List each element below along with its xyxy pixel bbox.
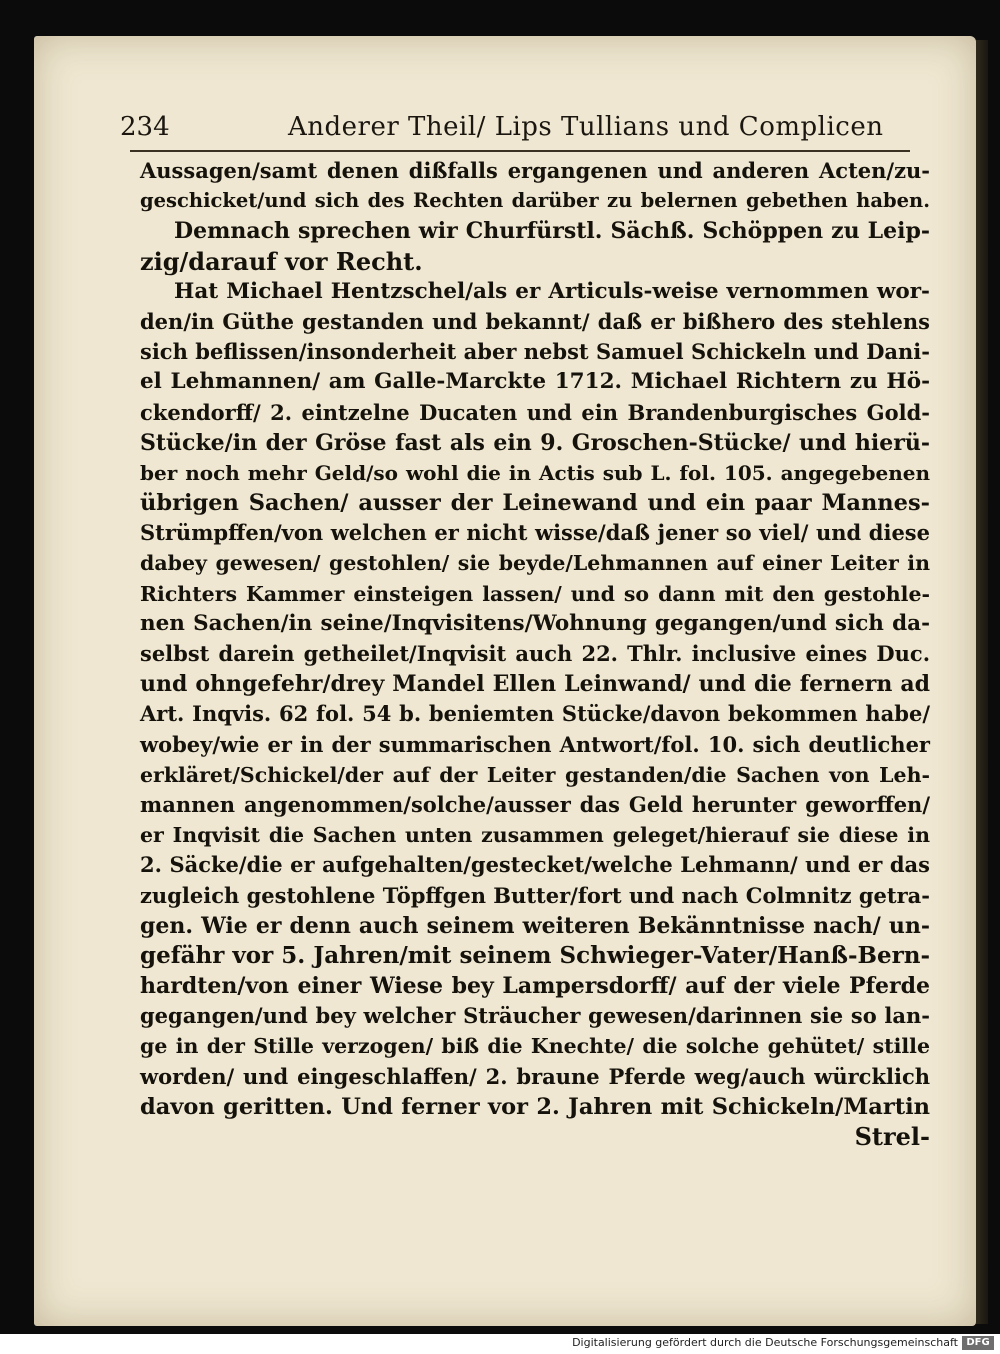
text-line: nen Sachen/in seine/Inqvisitens/Wohnung gegangen/und sich da- — [140, 610, 930, 636]
text-line: ber noch mehr Geld/so wohl die in Actis sub L. fol. 105. angegebenen — [140, 460, 930, 485]
text-line: Strümpffen/von welchen er nicht wisse/daß jener so viel/ und diese — [140, 520, 930, 546]
text-line: erkläret/Schickel/der auf der Leiter gestanden/die Sachen von Leh- — [140, 762, 930, 787]
body-text — [140, 156, 930, 1152]
text-line: el Lehmannen/ am Galle-Marckte 1712. Michael Richtern zu Hö- — [140, 369, 930, 395]
text-line: sich beflissen/insonderheit aber nebst Samuel Schickeln und Dani- — [140, 339, 930, 365]
text-line: ge in der Stille verzogen/ biß die Knechte/ die solche gehütet/ stille — [140, 1034, 930, 1059]
text-line: geschicket/und sich des Rechten darüber zu belernen gebethen haben. — [140, 189, 930, 213]
text-line: und ohngefehr/drey Mandel Ellen Leinwand/ und die fernern ad — [140, 671, 930, 698]
text-line: Hat Michael Hentzschel/als er Articuls-weise vernommen wor- — [174, 278, 930, 304]
page-number: 234 — [120, 112, 170, 142]
catchword: Strel- — [854, 1122, 930, 1151]
text-line: 2. Säcke/die er aufgehalten/gestecket/welche Lehmann/ und er das — [140, 852, 930, 878]
text-line: hardten/von einer Wiese bey Lampersdorff/ auf der viele Pferde — [140, 973, 930, 1000]
text-line: zugleich gestohlene Töpffgen Butter/fort und nach Colmnitz getra- — [140, 882, 930, 908]
footer-bar — [0, 1334, 1000, 1354]
dfg-logo-icon: DFG — [962, 1336, 994, 1350]
text-line: Stücke/in der Gröse fast als ein 9. Groschen-Stücke/ und hierü- — [140, 429, 930, 456]
page-header — [120, 112, 920, 148]
text-line: zig/darauf vor Recht. — [140, 246, 423, 276]
text-line: wobey/wie er in der summarischen Antwort/fol. 10. sich deutlicher — [140, 731, 930, 757]
text-line: davon geritten. Und ferner vor 2. Jahren mit Schickeln/Martin — [140, 1093, 930, 1120]
funding-credit: Digitalisierung gefördert durch die Deutsche Forschungsgemeinschaft — [572, 1336, 958, 1349]
text-line: übrigen Sachen/ ausser der Leinewand und ein paar Mannes- — [140, 490, 930, 517]
text-line: gegangen/und bey welcher Sträucher gewesen/darinnen sie so lan- — [140, 1003, 930, 1029]
text-line: Aussagen/samt denen dißfalls ergangenen und anderen Acten/zu- — [140, 158, 930, 183]
text-line: mannen angenommen/solche/ausser das Geld herunter geworffen/ — [140, 791, 930, 817]
text-line: ckendorff/ 2. eintzelne Ducaten und ein Brandenburgisches Gold- — [140, 399, 930, 425]
running-head: Anderer Theil/ Lips Tullians und Complicen — [288, 112, 884, 142]
text-line: selbst darein getheilet/Inqvisit auch 22. Thlr. inclusive eines Duc. — [140, 641, 930, 666]
text-line: Richters Kammer einsteigen lassen/ und so dann mit den gestohle- — [140, 581, 930, 606]
text-line: Art. Inqvis. 62 fol. 54 b. beniemten Stücke/davon bekommen habe/ — [140, 701, 930, 727]
text-line: gen. Wie er denn auch seinem weiteren Bekänntnisse nach/ un- — [140, 912, 930, 939]
text-line: gefähr vor 5. Jahren/mit seinem Schwieger-Vater/Hanß-Bern- — [140, 941, 930, 969]
text-line: dabey gewesen/ gestohlen/ sie beyde/Lehmannen auf einer Leiter in — [140, 551, 930, 576]
text-line: Demnach sprechen wir Churfürstl. Sächß. Schöppen zu Leip- — [174, 218, 930, 245]
text-line: den/in Güthe gestanden und bekannt/ daß er bißhero des stehlens — [140, 308, 930, 334]
header-rule — [130, 150, 910, 152]
text-line: er Inqvisit die Sachen unten zusammen geleget/hierauf sie diese in — [140, 823, 930, 848]
text-line: worden/ und eingeschlaffen/ 2. braune Pferde weg/auch würcklich — [140, 1063, 930, 1089]
